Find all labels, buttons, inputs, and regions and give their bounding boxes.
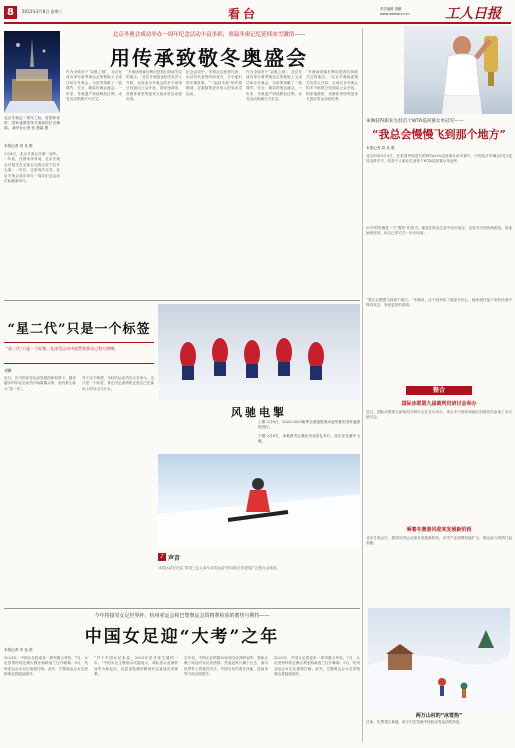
- lead-col-3: “冬奥场馆赛后利用是我们持续关注的重点。”北京冬奥组委相关负责人介绍，目前北京冬奥会的多个场馆已经面向公众开放，国家速滑馆、首都体育馆等迎来大批冰雪运动爱好者。: [126, 70, 182, 102]
- tennis-headline: “我总会慢慢飞到那个地方”: [372, 128, 506, 141]
- snow-village-illustration: [368, 608, 510, 708]
- news-brief: [366, 386, 512, 742]
- tennis-player-illustration: [404, 26, 512, 114]
- brief-item-2-title: 乘着冬奥春风迎来发展新阶段: [406, 527, 472, 533]
- lead-col-4: 纪念活动中，冬奥会志愿者代表、运动员代表等纷纷登台，分享他们的冬奥故事。“一起向未来”的冬奥精神，正激励着更多的人投身冰雪运动。: [186, 70, 242, 96]
- column-divider: [362, 28, 363, 742]
- village-photo: [368, 608, 510, 708]
- football-byline: 本报记者 李 兆 淞: [4, 648, 33, 652]
- page-number: [4, 6, 17, 19]
- section-title: 看台: [228, 7, 259, 21]
- news-brief-title: 整合: [406, 386, 472, 395]
- lead-byline: 本报记者 刘 兆 歌: [4, 144, 33, 148]
- interview-col-1: 近日，在中国冰雪运动发展的新形势下，越来越多的年轻运动员开始崭露头角，他们被人称为“星二代”。: [4, 376, 76, 391]
- photo-story-title: 风驰电掣: [231, 406, 287, 419]
- header-rule: [4, 22, 511, 24]
- tennis-col-3: “我总会慢慢飞到那个地方。”朱琳说，这个冠军给了她更多信心，她希望在接下来的比赛中保持状态，争取更好的成绩。: [366, 298, 512, 308]
- snowboarder-illustration: [158, 454, 360, 546]
- page-header: [0, 0, 515, 24]
- lead-col-5: 作为全球首个“双奥之城”，北京在成功举办夏季奥运会的基础上又成功举办冬奥会，为世界奉献了一届简约、安全、精彩的奥运盛会。一年来，冬奥遗产持续释放红利，冰雪运动热潮方兴未艾。: [246, 70, 302, 102]
- interview-story: [4, 304, 154, 604]
- voice-label: [158, 552, 198, 562]
- tennis-kicker: 朱琳获得职业生涯首个WTA巡回赛女单冠军——: [366, 119, 464, 124]
- tennis-col-2: 29岁的朱琳是一个“慢热”的选手。她曾在职业生涯中经历低谷，也曾多次因伤病困扰。但她始终坚持，用自己的方式一步步向前。: [366, 226, 512, 236]
- football-headline: 中国女足迎“大考”之年: [84, 627, 280, 647]
- tennis-byline: 本报记者 刘 兆 歌: [366, 146, 395, 150]
- photo-caption-a: 上图 2月6日，2022-2023赛季全国速度滑冰冠军赛在国家速滑馆进行。: [258, 420, 360, 429]
- lead-col-1: 2月4日，北京冬奥会开幕一周年。一年前，在国家体育场，北京冬奥会开幕式在全球目光的注视下拉开大幕；一年后，这里再次点亮，北京冬奥会成功举办一周年纪念活动在此隆重举行。: [4, 152, 60, 184]
- village-caption-title: 两万山村的“冰雪热”: [415, 713, 463, 719]
- football-col-3: 去年初，中国女足时隔16年再夺亚洲杯冠军，重新点燃了球迷对女足的热情。然而冠军只属于过去，面对世界杯上的强劲对手，中国女足仍需在体能、技战术等方面全面提升。: [184, 656, 268, 677]
- middle-bottom-rule: [4, 608, 360, 609]
- football-col-1: 2023年，中国女足将迎来一系列重大考验。7月，女足世界杯将在澳大利亚和新西兰拉开帷幕；9月，杭州亚运会女足比赛将打响；此外，巴黎奥运会女足资格赛也将陆续展开。: [4, 656, 88, 677]
- voice-icon: ♪: [158, 553, 166, 561]
- snowboard-photo: [158, 454, 360, 546]
- village-caption-body: 日前，在黑龙江某地，孩子们在雪地中体验冰雪运动的快乐。: [366, 720, 464, 724]
- tennis-story: [366, 26, 512, 382]
- interview-headline: “星二代”只是一个标签: [7, 322, 151, 337]
- lead-story: [4, 26, 360, 298]
- brief-item-2-body: 北京冬奥会后，我国冰雪运动迎来发展新阶段，冰雪产业规模持续扩大，群众参与热情日益高涨。: [366, 536, 512, 546]
- interview-col-2: 对于这个称谓，年轻的运动员们大多表示，这只是一个标签，真正决定成绩的还是自己在赛场上的付出与汗水。: [82, 376, 154, 391]
- lead-bottom-rule: [4, 300, 360, 301]
- lead-headline: 用传承致敬冬奥盛会: [110, 46, 308, 70]
- masthead-logo: 工人日报: [445, 6, 501, 22]
- masthead-url: www.workercn.cn: [380, 12, 410, 16]
- lead-kicker: 北京冬奥会成功举办一周年纪念活动丰富多彩，重温冬奥记忆延续冰雪激情——: [112, 32, 306, 38]
- tennis-photo: [404, 26, 512, 114]
- lead-col-2: 作为全球首个“双奥之城”，北京在成功举办夏季奥运会的基础上又成功举办冬奥会，为世界奉献了一届简约、安全、精彩的奥运盛会。一年来，冬奥遗产持续释放红利，冰雪运动热潮方兴未艾。: [66, 70, 122, 102]
- interview-byline: 刘鹏: [4, 368, 12, 373]
- brief-item-1-body: 近日，国际冰联第九届裁判员研讨会在北京举办，来自多个国家和地区的裁判员参加了本次研讨会。: [366, 410, 512, 420]
- photo-caption-b: 下图 2月6日，单板滑雪比赛在河北崇礼举行，选手在比赛中飞驰。: [258, 434, 360, 443]
- editor-info: 责任编辑 刘鹏: [380, 7, 402, 11]
- stadium-illustration: [4, 31, 60, 113]
- page-number-text: 8: [7, 7, 14, 18]
- football-col-4: 2023年，中国女足将迎来一系列重大考验。7月，女足世界杯将在澳大利亚和新西兰拉开帷幕；9月，杭州亚运会女足比赛将打响；此外，巴黎奥运会女足资格赛也将陆续展开。: [274, 656, 360, 677]
- tennis-col-1: 北京时间2月5日，在泰国华欣进行的WTA250巡回赛女单决赛中，中国选手朱琳以2比1逆转击败对手，收获个人职业生涯首个WTA巡回赛女单冠军。: [366, 154, 512, 164]
- photo-story: [158, 304, 360, 604]
- lead-col-6: “冬奥场馆赛后利用是我们持续关注的重点。”北京冬奥组委相关负责人介绍，目前北京冬奥会的多个场馆已经面向公众开放，国家速滑馆、首都体育馆等迎来大批冰雪运动爱好者。: [306, 70, 358, 102]
- football-kicker: 今年将接受女足世界杯、杭州亚运会和巴黎奥运会资格赛检验的蓄势与期待——: [94, 613, 270, 619]
- stadium-photo: [4, 31, 60, 113]
- football-col-2: “对于中国女足来说，2023年是非常关键的一年。”中国女足主教练水庆霞表示，球队将以亚洲杯冠军为新起点，以更加饱满的精神状态备战各项赛事。: [94, 656, 178, 677]
- interview-quote-text: “星二代”只是一个标签，在冰雪运动中依然要靠自己努力拼搏。: [6, 346, 119, 351]
- brief-item-1-title: 国际冰联第九届裁判员研讨会举办: [401, 401, 477, 407]
- date-line: 2023年2月8日 星期三: [22, 9, 63, 14]
- voice-text: 冰雪运动正在从“带动三亿人参与冰雪运动”的目标走向更加广泛的大众普及。: [158, 566, 281, 570]
- speed-skating-photo: [158, 304, 360, 400]
- voice-label-text: 声音: [168, 554, 181, 562]
- lead-photo-caption: 北京冬奥会一周年之际，首都体育馆、国家速滑馆等冬奥场馆灯光璀璨。 新华社记者 张 晨霖 摄: [4, 116, 60, 130]
- interview-quote: [4, 342, 154, 364]
- speed-skaters-illustration: [158, 304, 360, 400]
- football-story: [4, 612, 360, 744]
